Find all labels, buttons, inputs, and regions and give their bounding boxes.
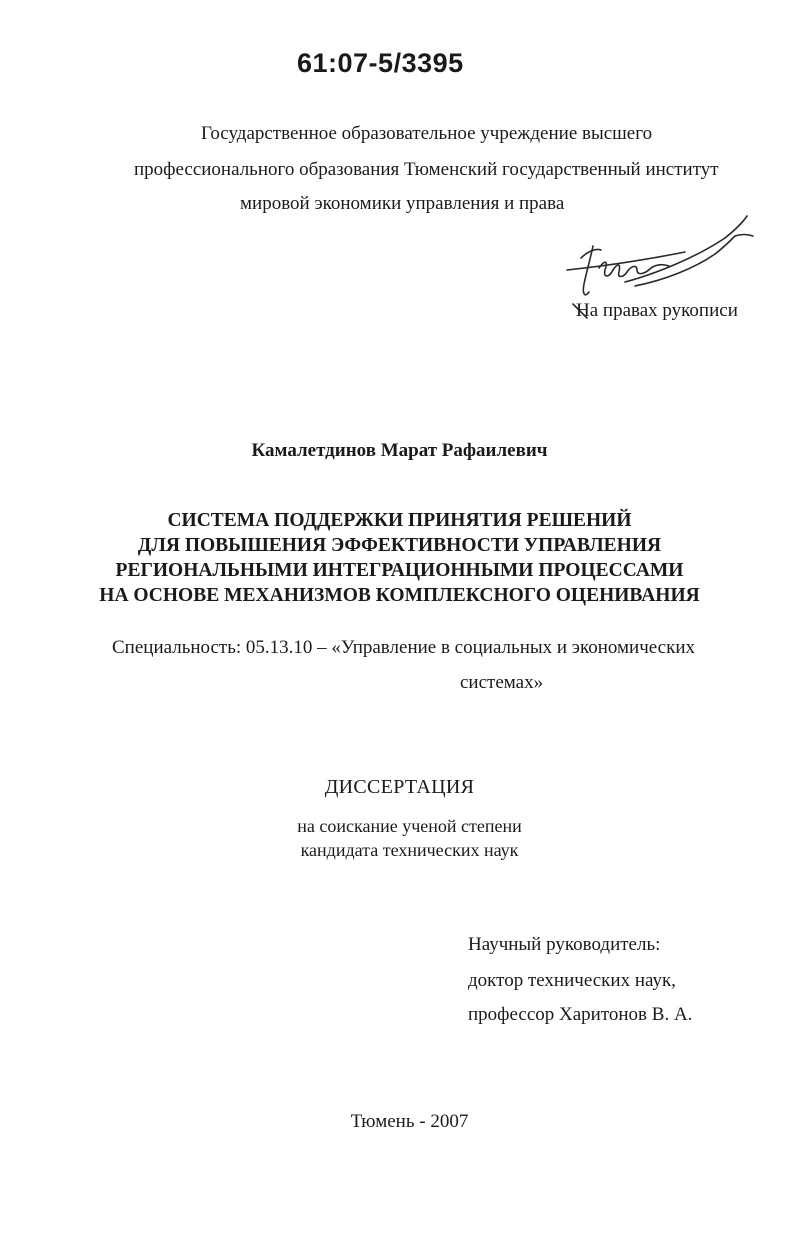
title-line-3: РЕГИОНАЛЬНЫМИ ИНТЕГРАЦИОННЫМИ ПРОЦЕССАМИ — [115, 560, 684, 581]
institution-line-3: мировой экономики управления и права — [240, 193, 565, 214]
manuscript-rights-note: На правах рукописи — [576, 300, 738, 321]
title-line-1: СИСТЕМА ПОДДЕРЖКИ ПРИНЯТИЯ РЕШЕНИЙ — [167, 510, 632, 531]
institution-line-1: Государственное образовательное учреждение высшего — [201, 123, 653, 144]
archive-stamp-number: 61:07-5/3395 — [297, 48, 464, 78]
author-name: Камалетдинов Марат Рафаилевич — [251, 440, 548, 461]
degree-line-1: на соискание ученой степени — [297, 816, 522, 836]
city-year: Тюмень - 2007 — [350, 1111, 469, 1132]
document-type-heading: ДИССЕРТАЦИЯ — [324, 776, 475, 798]
supervisor-name: профессор Харитонов В. А. — [468, 1004, 693, 1025]
title-line-4: НА ОСНОВЕ МЕХАНИЗМОВ КОМПЛЕКСНОГО ОЦЕНИВАНИЯ — [99, 585, 700, 606]
title-line-2: ДЛЯ ПОВЫШЕНИЯ ЭФФЕКТИВНОСТИ УПРАВЛЕНИЯ — [137, 535, 662, 556]
supervisor-label: Научный руководитель: — [468, 934, 661, 955]
specialty-line-2: системах» — [460, 672, 544, 693]
supervisor-degree: доктор технических наук, — [468, 970, 676, 991]
dissertation-title — [0, 508, 799, 608]
specialty-line-1: Специальность: 05.13.10 – «Управление в социальных и экономических — [112, 637, 696, 658]
institution-line-2: профессионального образования Тюменский государственный институт — [134, 159, 719, 180]
degree-line-2: кандидата технических наук — [300, 840, 519, 860]
